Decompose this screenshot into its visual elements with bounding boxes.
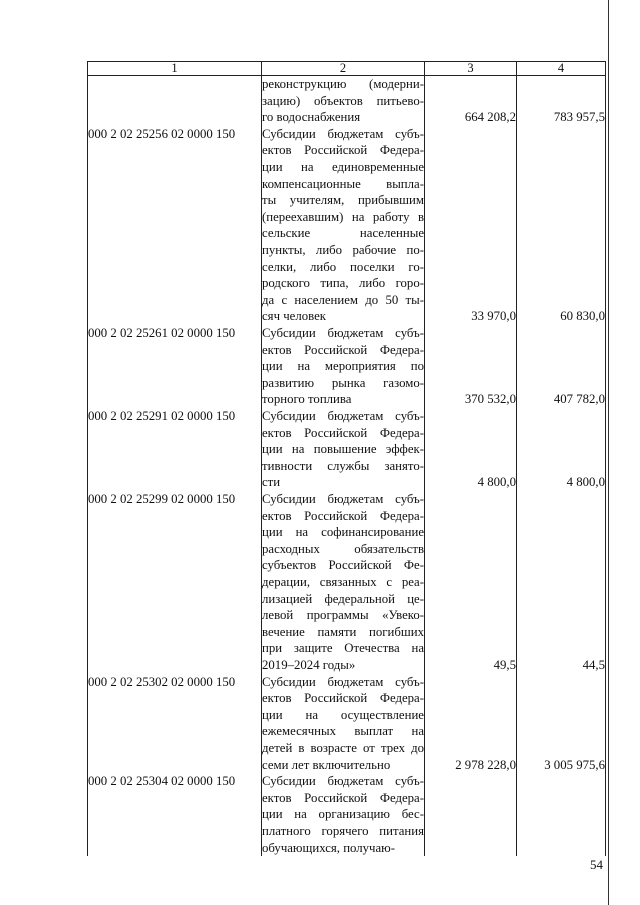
description-line: лизацией федеральной це- bbox=[262, 591, 424, 606]
value-col-3 bbox=[425, 773, 517, 856]
description-line: ежемесячных выплат на bbox=[262, 724, 424, 739]
description-line: реконструкцию (модерни- bbox=[262, 77, 424, 91]
budget-code-cell: 000 2 02 25304 02 0000 150 bbox=[88, 773, 262, 856]
value-col-4: 44,5 bbox=[517, 491, 606, 674]
description-cell bbox=[262, 773, 425, 856]
description-line: ции на осуществление bbox=[262, 707, 424, 722]
value-col-3: 49,5 bbox=[425, 491, 517, 674]
header-col-3: 3 bbox=[425, 62, 517, 76]
description-line: дерации, связанных с реа- bbox=[262, 574, 424, 589]
value-col-4: 4 800,0 bbox=[517, 408, 606, 491]
description-line: торного топлива bbox=[262, 392, 352, 407]
budget-code-cell: 000 2 02 25256 02 0000 150 bbox=[88, 126, 262, 325]
description-line: ектов Российской Федера- bbox=[262, 143, 424, 158]
header-col-2: 2 bbox=[262, 62, 425, 76]
page-number: 54 bbox=[590, 857, 603, 872]
value-col-3: 370 532,0 bbox=[425, 325, 517, 408]
description-line: го водоснабжения bbox=[262, 110, 361, 125]
description-cell bbox=[262, 76, 425, 126]
budget-code-cell: 000 2 02 25302 02 0000 150 bbox=[88, 674, 262, 774]
description-cell bbox=[262, 126, 425, 325]
description-line: Субсидии бюджетам субъ- bbox=[262, 774, 424, 789]
description-line: Субсидии бюджетам субъ- bbox=[262, 674, 424, 689]
description-line: родского типа, либо горо- bbox=[262, 276, 424, 291]
description-line: субъектов Российской Фе- bbox=[262, 558, 424, 573]
description-line: ции на мероприятия по bbox=[262, 359, 424, 374]
value-col-4: 3 005 975,6 bbox=[517, 674, 606, 774]
value-col-4: 60 830,0 bbox=[517, 126, 606, 325]
description-line: 2019–2024 годы» bbox=[262, 657, 356, 672]
value-col-4 bbox=[517, 773, 606, 856]
description-line: ты учителям, прибывшим bbox=[262, 193, 424, 208]
page-edge-line bbox=[608, 0, 609, 905]
table-body bbox=[88, 76, 606, 857]
description-line: семи лет включительно bbox=[262, 757, 391, 772]
description-line: пункты, либо рабочие по- bbox=[262, 242, 424, 257]
description-line: (переехавшим) на работу в bbox=[262, 209, 424, 224]
value-col-3: 664 208,2 bbox=[425, 76, 517, 126]
description-line: Субсидии бюджетам субъ- bbox=[262, 325, 424, 340]
value-col-4: 407 782,0 bbox=[517, 325, 606, 408]
budget-code-cell: 000 2 02 25261 02 0000 150 bbox=[88, 325, 262, 408]
description-line: ции на единовременные bbox=[262, 159, 424, 174]
description-line: ектов Российской Федера- bbox=[262, 691, 424, 706]
description-line: сяч человек bbox=[262, 309, 326, 324]
description-line: ции на софинансирование bbox=[262, 525, 424, 540]
description-line: сельские населенные bbox=[262, 226, 424, 241]
description-line: вечение памяти погибших bbox=[262, 624, 424, 639]
description-cell bbox=[262, 325, 425, 408]
description-line: тивности службы занято- bbox=[262, 458, 424, 473]
table-row bbox=[88, 126, 606, 325]
value-col-3: 33 970,0 bbox=[425, 126, 517, 325]
description-line: да с населением до 50 ты- bbox=[262, 292, 424, 307]
description-cell bbox=[262, 491, 425, 674]
description-line: ектов Российской Федера- bbox=[262, 790, 424, 805]
description-line: Субсидии бюджетам субъ- bbox=[262, 126, 424, 141]
description-line: ектов Российской Федера- bbox=[262, 425, 424, 440]
description-line: Субсидии бюджетам субъ- bbox=[262, 408, 424, 423]
table-row bbox=[88, 408, 606, 491]
description-cell bbox=[262, 408, 425, 491]
table-row bbox=[88, 76, 606, 126]
table-row bbox=[88, 491, 606, 674]
description-line: зацию) объектов питьево- bbox=[262, 93, 424, 108]
table-row bbox=[88, 325, 606, 408]
header-col-1: 1 bbox=[88, 62, 262, 76]
description-line: развитию рынка газомо- bbox=[262, 375, 424, 390]
description-line: при защите Отечества на bbox=[262, 641, 424, 656]
description-line: детей в возрасте от трех до bbox=[262, 740, 424, 755]
budget-code-cell: 000 2 02 25299 02 0000 150 bbox=[88, 491, 262, 674]
description-line: ции на повышение эффек- bbox=[262, 442, 424, 457]
description-line: расходных обязательств bbox=[262, 541, 424, 556]
description-line: платного горячего питания bbox=[262, 823, 424, 838]
table-row bbox=[88, 773, 606, 856]
description-line: обучающихся, получаю- bbox=[262, 840, 395, 855]
description-cell bbox=[262, 674, 425, 774]
value-col-3: 2 978 228,0 bbox=[425, 674, 517, 774]
header-row bbox=[88, 62, 606, 76]
description-line: Субсидии бюджетам субъ- bbox=[262, 491, 424, 506]
budget-table bbox=[87, 61, 606, 856]
description-line: ции на организацию бес- bbox=[262, 807, 424, 822]
value-col-4: 783 957,5 bbox=[517, 76, 606, 126]
description-line: левой программы «Увеко- bbox=[262, 608, 424, 623]
header-col-4: 4 bbox=[517, 62, 606, 76]
description-line: ектов Российской Федера- bbox=[262, 342, 424, 357]
value-col-3: 4 800,0 bbox=[425, 408, 517, 491]
table-row bbox=[88, 674, 606, 774]
description-line: компенсационные выпла- bbox=[262, 176, 424, 191]
description-line: сти bbox=[262, 475, 281, 490]
description-line: ектов Российской Федера- bbox=[262, 508, 424, 523]
budget-code-cell: 000 2 02 25291 02 0000 150 bbox=[88, 408, 262, 491]
budget-code-cell bbox=[88, 76, 262, 126]
description-line: селки, либо поселки го- bbox=[262, 259, 424, 274]
